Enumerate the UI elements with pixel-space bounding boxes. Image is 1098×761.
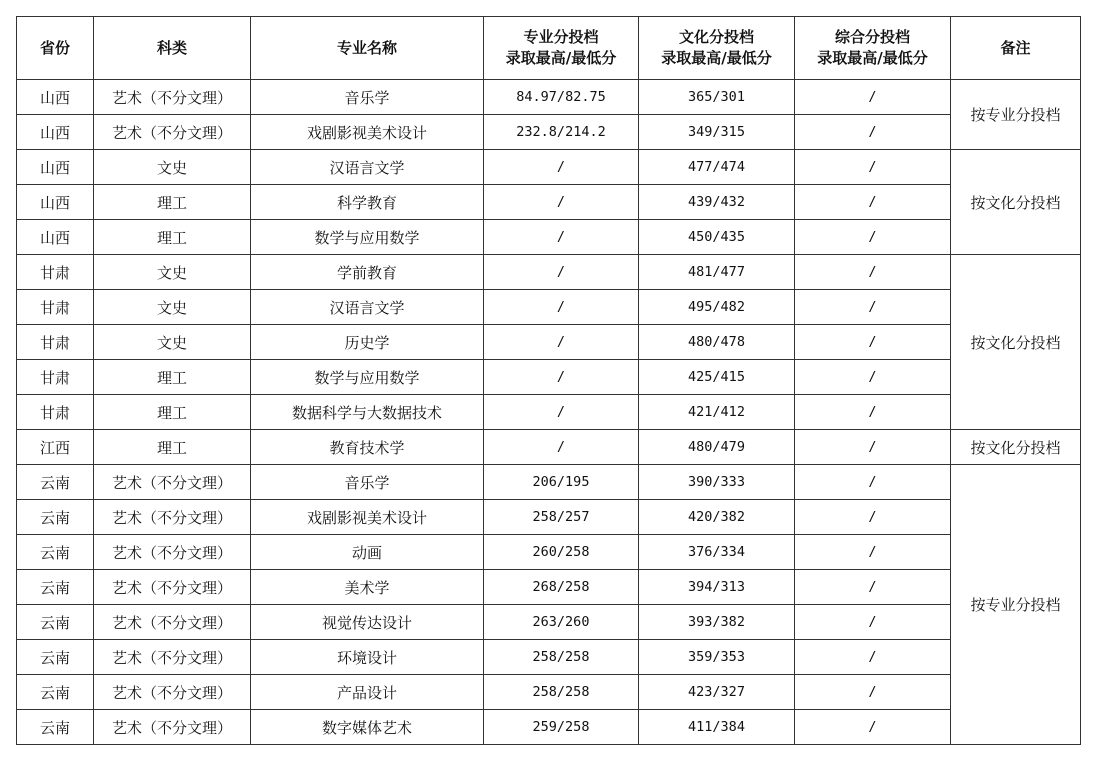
province-cell: 山西 [17, 185, 94, 220]
major-score-cell: / [484, 150, 639, 185]
remark-cell: 按文化分投档 [951, 255, 1081, 430]
major-name-cell: 数字媒体艺术 [251, 710, 484, 745]
province-cell: 云南 [17, 500, 94, 535]
province-cell: 甘肃 [17, 360, 94, 395]
composite-score-cell: / [795, 605, 951, 640]
province-cell: 云南 [17, 675, 94, 710]
province-cell: 云南 [17, 570, 94, 605]
composite-score-cell: / [795, 395, 951, 430]
category-cell: 理工 [94, 185, 251, 220]
culture-score-cell: 394/313 [639, 570, 795, 605]
category-cell: 理工 [94, 430, 251, 465]
table-row [17, 430, 1081, 465]
table-body [17, 80, 1081, 745]
major-name-cell: 学前教育 [251, 255, 484, 290]
table-row [17, 395, 1081, 430]
major-name-cell: 视觉传达设计 [251, 605, 484, 640]
category-cell: 艺术（不分文理） [94, 640, 251, 675]
header-category: 科类 [94, 17, 251, 80]
table-row [17, 710, 1081, 745]
composite-score-cell: / [795, 80, 951, 115]
province-cell: 云南 [17, 605, 94, 640]
category-cell: 文史 [94, 255, 251, 290]
major-score-cell: / [484, 290, 639, 325]
province-cell: 山西 [17, 220, 94, 255]
major-name-cell: 科学教育 [251, 185, 484, 220]
major-score-cell: / [484, 255, 639, 290]
major-name-cell: 汉语言文学 [251, 150, 484, 185]
category-cell: 艺术（不分文理） [94, 465, 251, 500]
major-score-cell: 268/258 [484, 570, 639, 605]
composite-score-cell: / [795, 430, 951, 465]
province-cell: 云南 [17, 535, 94, 570]
major-score-cell: 206/195 [484, 465, 639, 500]
category-cell: 理工 [94, 395, 251, 430]
major-name-cell: 音乐学 [251, 80, 484, 115]
province-cell: 山西 [17, 80, 94, 115]
table-row [17, 500, 1081, 535]
culture-score-cell: 349/315 [639, 115, 795, 150]
table-row [17, 535, 1081, 570]
province-cell: 甘肃 [17, 290, 94, 325]
province-cell: 甘肃 [17, 395, 94, 430]
composite-score-cell: / [795, 255, 951, 290]
header-remark: 备注 [951, 17, 1081, 80]
major-name-cell: 美术学 [251, 570, 484, 605]
composite-score-cell: / [795, 325, 951, 360]
province-cell: 山西 [17, 150, 94, 185]
composite-score-cell: / [795, 150, 951, 185]
major-score-cell: / [484, 325, 639, 360]
category-cell: 艺术（不分文理） [94, 710, 251, 745]
table-row [17, 115, 1081, 150]
table-row [17, 290, 1081, 325]
culture-score-cell: 450/435 [639, 220, 795, 255]
category-cell: 文史 [94, 325, 251, 360]
category-cell: 艺术（不分文理） [94, 675, 251, 710]
major-name-cell: 教育技术学 [251, 430, 484, 465]
major-score-cell: 84.97/82.75 [484, 80, 639, 115]
major-name-cell: 汉语言文学 [251, 290, 484, 325]
table-row [17, 220, 1081, 255]
composite-score-cell: / [795, 710, 951, 745]
culture-score-cell: 359/353 [639, 640, 795, 675]
major-score-cell: 258/258 [484, 675, 639, 710]
remark-cell: 按专业分投档 [951, 80, 1081, 150]
culture-score-cell: 390/333 [639, 465, 795, 500]
composite-score-cell: / [795, 290, 951, 325]
major-name-cell: 动画 [251, 535, 484, 570]
table-row [17, 255, 1081, 290]
major-score-cell: 263/260 [484, 605, 639, 640]
header-composite-score: 综合分投档 录取最高/最低分 [795, 17, 951, 80]
composite-score-cell: / [795, 535, 951, 570]
culture-score-cell: 393/382 [639, 605, 795, 640]
table-row [17, 675, 1081, 710]
table-row [17, 465, 1081, 500]
major-name-cell: 戏剧影视美术设计 [251, 500, 484, 535]
composite-score-cell: / [795, 220, 951, 255]
culture-score-cell: 423/327 [639, 675, 795, 710]
category-cell: 艺术（不分文理） [94, 115, 251, 150]
major-name-cell: 环境设计 [251, 640, 484, 675]
culture-score-cell: 411/384 [639, 710, 795, 745]
province-cell: 云南 [17, 710, 94, 745]
major-name-cell: 数学与应用数学 [251, 220, 484, 255]
province-cell: 江西 [17, 430, 94, 465]
header-major-score: 专业分投档 录取最高/最低分 [484, 17, 639, 80]
table-row [17, 640, 1081, 675]
culture-score-cell: 480/478 [639, 325, 795, 360]
category-cell: 艺术（不分文理） [94, 605, 251, 640]
culture-score-cell: 480/479 [639, 430, 795, 465]
table-row [17, 185, 1081, 220]
remark-cell: 按文化分投档 [951, 430, 1081, 465]
category-cell: 理工 [94, 360, 251, 395]
header-culture-score: 文化分投档 录取最高/最低分 [639, 17, 795, 80]
major-name-cell: 数据科学与大数据技术 [251, 395, 484, 430]
composite-score-cell: / [795, 360, 951, 395]
remark-cell: 按文化分投档 [951, 150, 1081, 255]
table-row [17, 570, 1081, 605]
major-score-cell: / [484, 395, 639, 430]
composite-score-cell: / [795, 115, 951, 150]
major-name-cell: 戏剧影视美术设计 [251, 115, 484, 150]
table-row [17, 605, 1081, 640]
province-cell: 甘肃 [17, 325, 94, 360]
major-name-cell: 数学与应用数学 [251, 360, 484, 395]
table-row [17, 150, 1081, 185]
major-score-cell: 260/258 [484, 535, 639, 570]
major-score-cell: / [484, 220, 639, 255]
composite-score-cell: / [795, 640, 951, 675]
province-cell: 山西 [17, 115, 94, 150]
remark-cell: 按专业分投档 [951, 465, 1081, 745]
culture-score-cell: 421/412 [639, 395, 795, 430]
composite-score-cell: / [795, 185, 951, 220]
category-cell: 文史 [94, 150, 251, 185]
category-cell: 理工 [94, 220, 251, 255]
table-row [17, 360, 1081, 395]
culture-score-cell: 481/477 [639, 255, 795, 290]
major-score-cell: 259/258 [484, 710, 639, 745]
culture-score-cell: 420/382 [639, 500, 795, 535]
major-score-cell: / [484, 185, 639, 220]
admission-scores-table [16, 16, 1081, 745]
composite-score-cell: / [795, 570, 951, 605]
major-score-cell: 258/257 [484, 500, 639, 535]
province-cell: 云南 [17, 465, 94, 500]
major-score-cell: 258/258 [484, 640, 639, 675]
composite-score-cell: / [795, 675, 951, 710]
culture-score-cell: 477/474 [639, 150, 795, 185]
category-cell: 艺术（不分文理） [94, 80, 251, 115]
province-cell: 云南 [17, 640, 94, 675]
category-cell: 艺术（不分文理） [94, 535, 251, 570]
header-province: 省份 [17, 17, 94, 80]
culture-score-cell: 376/334 [639, 535, 795, 570]
culture-score-cell: 365/301 [639, 80, 795, 115]
category-cell: 文史 [94, 290, 251, 325]
major-score-cell: / [484, 430, 639, 465]
major-score-cell: 232.8/214.2 [484, 115, 639, 150]
category-cell: 艺术（不分文理） [94, 500, 251, 535]
culture-score-cell: 425/415 [639, 360, 795, 395]
composite-score-cell: / [795, 465, 951, 500]
culture-score-cell: 495/482 [639, 290, 795, 325]
header-row [17, 17, 1081, 80]
category-cell: 艺术（不分文理） [94, 570, 251, 605]
culture-score-cell: 439/432 [639, 185, 795, 220]
header-major-name: 专业名称 [251, 17, 484, 80]
composite-score-cell: / [795, 500, 951, 535]
major-name-cell: 音乐学 [251, 465, 484, 500]
major-score-cell: / [484, 360, 639, 395]
major-name-cell: 产品设计 [251, 675, 484, 710]
major-name-cell: 历史学 [251, 325, 484, 360]
table-row [17, 80, 1081, 115]
table-row [17, 325, 1081, 360]
province-cell: 甘肃 [17, 255, 94, 290]
